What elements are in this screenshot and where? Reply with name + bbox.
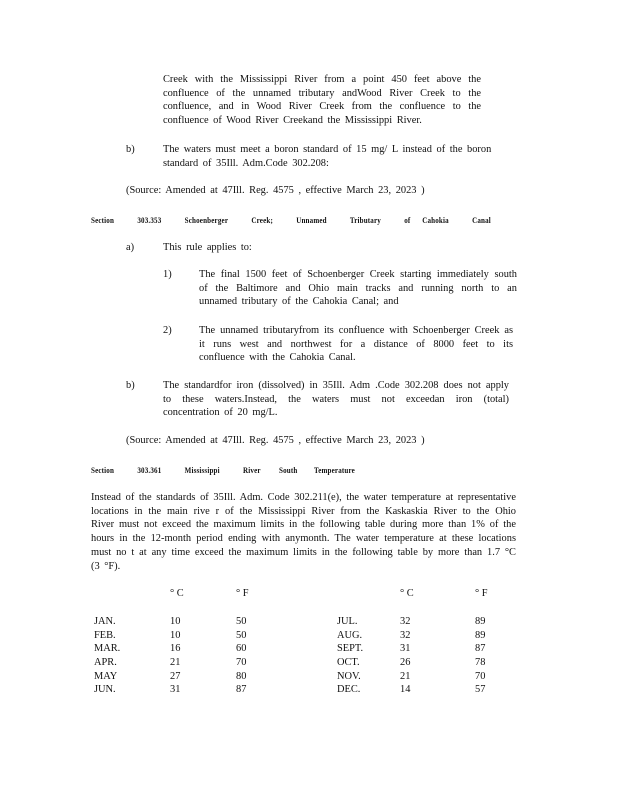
- item-1-text: The final 1500 feet of Schoenberger Creek starting immediately south of the Baltimore and Ohio main tracks and running north to an unnamed tributary of the Cahokia Canal; and: [199, 269, 517, 308]
- month-cell: JUL.: [337, 616, 358, 627]
- fahrenheit-cell: 80: [236, 670, 247, 682]
- section-code: 303.361: [137, 465, 162, 475]
- celsius-cell: 21: [400, 670, 411, 682]
- month-cell: AUG.: [337, 629, 363, 641]
- section-label: Section: [91, 465, 115, 475]
- left-months-column: [94, 615, 154, 697]
- header-fahrenheit-right: ° F: [475, 588, 488, 599]
- left-fahrenheit-column: [236, 615, 296, 697]
- celsius-cell: 21: [170, 657, 181, 669]
- right-celsius-column: [400, 615, 460, 697]
- section-303-353-heading: [91, 214, 512, 228]
- month-cell: FEB.: [94, 629, 116, 641]
- section-303-361-heading: [91, 464, 376, 478]
- right-fahrenheit-column: [475, 615, 535, 697]
- celsius-cell: 31: [400, 643, 411, 655]
- fahrenheit-cell: 70: [475, 670, 486, 682]
- source-note-1: (Source: Amended at 47Ill. Reg. 4575 , effective March 23, 2023 ): [126, 185, 425, 196]
- section-title-word: Cahokia: [422, 215, 449, 225]
- temperature-paragraph: Instead of the standards of 35Ill. Adm. Code 302.211(e), the water temperature at representative locations in the main rive r of the Mississippi River from the Kaskaskia River to the Ohio River must not exceed the maximum limits in the following table during more than 1% of the hours in the 12-month period ending with anymonth. The water temperature at these locations must no t at any time exceed the maximum limits in the following table by more than 1.7 °C (3 °F).: [91, 492, 516, 572]
- item-b-label: b): [126, 144, 135, 155]
- month-cell: DEC.: [337, 684, 361, 696]
- celsius-cell: 32: [400, 629, 411, 641]
- fahrenheit-cell: 87: [475, 643, 486, 655]
- month-cell: NOV.: [337, 670, 361, 682]
- item-2-text: The unnamed tributaryfrom its confluence with Schoenberger Creek as it runs west and northwest for a distance of 8000 feet to its confluence with the Cahokia Canal.: [199, 325, 513, 364]
- month-cell: MAY: [94, 670, 118, 682]
- fahrenheit-cell: 57: [475, 684, 486, 696]
- fahrenheit-cell: 60: [236, 643, 247, 655]
- month-cell: APR.: [94, 657, 117, 669]
- month-cell: OCT.: [337, 657, 360, 669]
- month-cell: MAR.: [94, 643, 121, 655]
- intro-paragraph: Creek with the Mississippi River from a point 450 feet above the confluence of the unnamed tributary andWood River Creek to the confluence, and in Wood River Creek from the confluence to the confluence of Wood River Creekand the Mississippi River.: [163, 74, 481, 127]
- item-2-label: 2): [163, 325, 172, 336]
- celsius-cell: 32: [400, 616, 411, 627]
- section-title-word: Creek;: [251, 215, 273, 225]
- left-celsius-column: [170, 615, 230, 697]
- celsius-cell: 16: [170, 643, 181, 655]
- celsius-cell: 31: [170, 684, 181, 696]
- item-a-text: This rule applies to:: [163, 242, 252, 253]
- header-fahrenheit-left: ° F: [236, 588, 249, 599]
- month-cell: JAN.: [94, 616, 116, 627]
- celsius-cell: 14: [400, 684, 411, 696]
- item-b-iron-label: b): [126, 380, 135, 391]
- section-label: Section: [91, 215, 115, 225]
- fahrenheit-cell: 78: [475, 657, 486, 669]
- celsius-cell: 27: [170, 670, 181, 682]
- celsius-cell: 10: [170, 629, 181, 641]
- item-1-label: 1): [163, 269, 172, 280]
- source-note-2: (Source: Amended at 47Ill. Reg. 4575 , effective March 23, 2023 ): [126, 435, 425, 446]
- celsius-cell: 26: [400, 657, 411, 669]
- fahrenheit-cell: 50: [236, 629, 247, 641]
- month-cell: JUN.: [94, 684, 116, 696]
- fahrenheit-cell: 70: [236, 657, 247, 669]
- fahrenheit-cell: 89: [475, 616, 486, 627]
- section-code: 303.353: [137, 215, 162, 225]
- month-cell: SEPT.: [337, 643, 364, 655]
- item-a-label: a): [126, 242, 135, 253]
- item-b-iron-text: The standardfor iron (dissolved) in 35Ill. Adm .Code 302.208 does not apply to these waters.Instead, the waters must not exceedan iron (total) concentration of 20 mg/L.: [163, 380, 509, 419]
- fahrenheit-cell: 87: [236, 684, 247, 696]
- section-title-word: Canal: [472, 215, 491, 225]
- header-celsius-right: ° C: [400, 588, 414, 599]
- item-b-boron-text: The waters must meet a boron standard of 15 mg/ L instead of the boron standard of 35Ill. Adm.Code 302.208:: [163, 144, 492, 169]
- section-title-word: Mississippi: [184, 465, 220, 475]
- section-title-word: Unnamed: [296, 215, 327, 225]
- celsius-cell: 10: [170, 616, 181, 627]
- header-celsius-left: ° C: [170, 588, 184, 599]
- fahrenheit-cell: 50: [236, 616, 247, 627]
- section-title-word: Schoenberger: [184, 215, 229, 225]
- section-title-word: Temperature: [314, 465, 355, 475]
- section-title-word: South: [278, 465, 298, 475]
- section-title-word: River: [243, 465, 261, 475]
- fahrenheit-cell: 89: [475, 629, 486, 641]
- section-title-word: Tributary: [349, 215, 381, 225]
- right-months-column: [337, 615, 397, 697]
- section-title-word: of: [404, 215, 411, 225]
